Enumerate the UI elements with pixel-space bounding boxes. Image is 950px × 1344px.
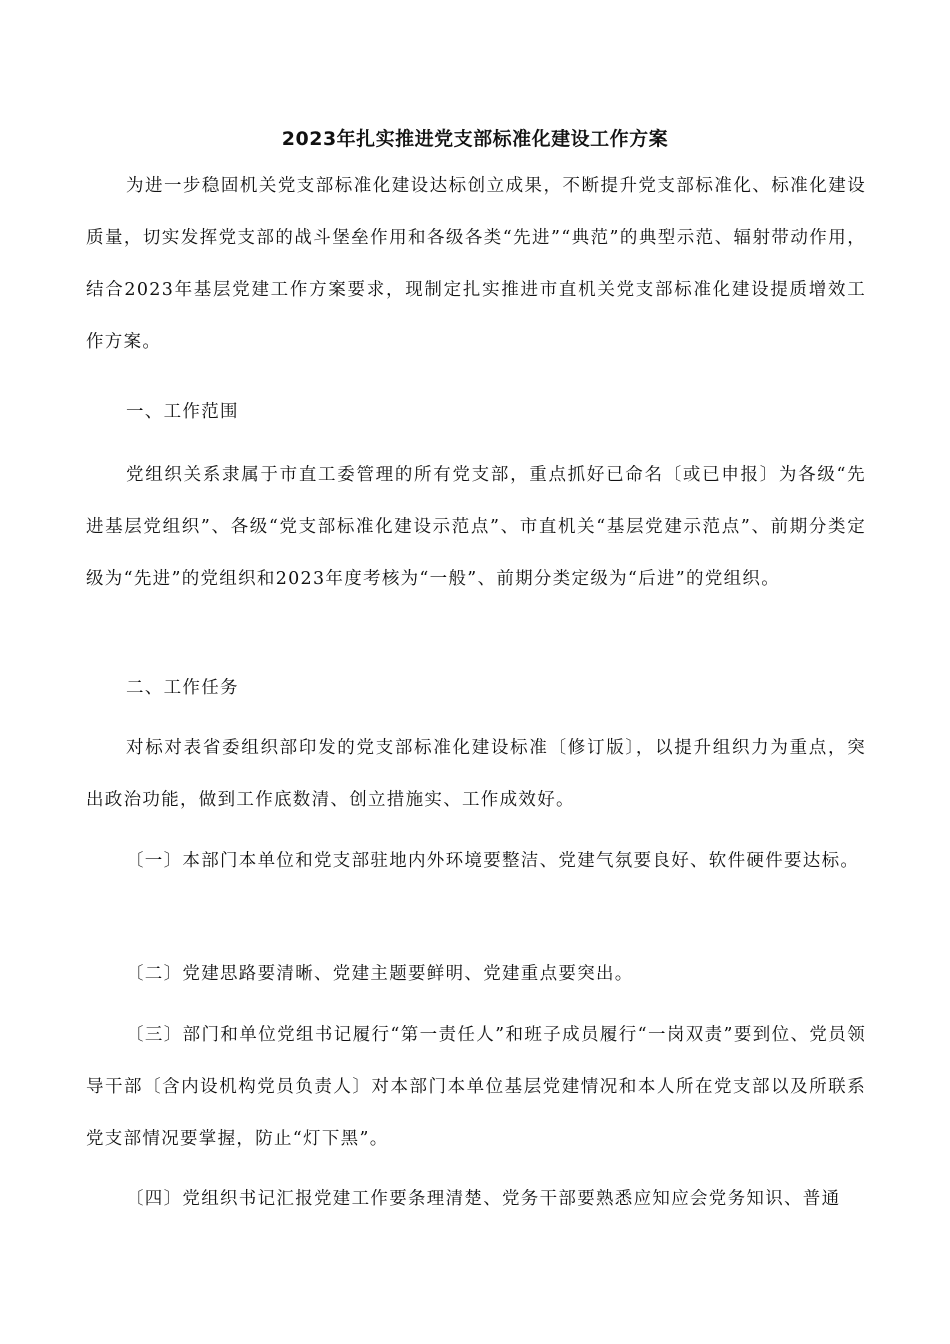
section-heading-tasks: 二、工作任务 [126,678,239,698]
section-heading-scope: 一、工作范围 [126,402,239,422]
task-item-4: 〔四〕党组织书记汇报党建工作要条理清楚、党务干部要熟悉应知应会党务知识、普通 [126,1189,841,1209]
task-item-2: 〔二〕党建思路要清晰、党建主题要鲜明、党建重点要突出。 [126,964,634,984]
scope-paragraph: 党组织关系隶属于市直工委管理的所有党支部，重点抓好已命名〔或已申报〕为各级“先进基层党组织”、各级“党支部标准化建设示范点”、市直机关“基层党建示范点”、前期分类定级为“先进”的党组织和2023年度考核为“一般”、前期分类定级为“后进”的党组织。 [86,465,866,589]
intro-paragraph: 为进一步稳固机关党支部标准化建设达标创立成果，不断提升党支部标准化、标准化建设质量，切实发挥党支部的战斗堡垒作用和各级各类“先进”“典范”的典型示范、辐射带动作用，结合2023年基层党建工作方案要求，现制定扎实推进市直机关党支部标准化建设提质增效工作方案。 [86,176,866,352]
task-item-3: 〔三〕部门和单位党组书记履行“第一责任人”和班子成员履行“一岗双责”要到位、党员领导干部〔含内设机构党员负责人〕对本部门本单位基层党建情况和本人所在党支部以及所联系党支部情况要掌握，防止“灯下黑”。 [86,1025,866,1149]
task-item-1: 〔一〕本部门本单位和党支部驻地内外环境要整洁、党建气氛要良好、软件硬件要达标。 [126,851,860,871]
tasks-paragraph: 对标对表省委组织部印发的党支部标准化建设标准〔修订版〕，以提升组织力为重点，突出政治功能，做到工作底数清、创立措施实、工作成效好。 [86,738,866,810]
document-title: 2023年扎实推进党支部标准化建设工作方案 [281,128,669,150]
